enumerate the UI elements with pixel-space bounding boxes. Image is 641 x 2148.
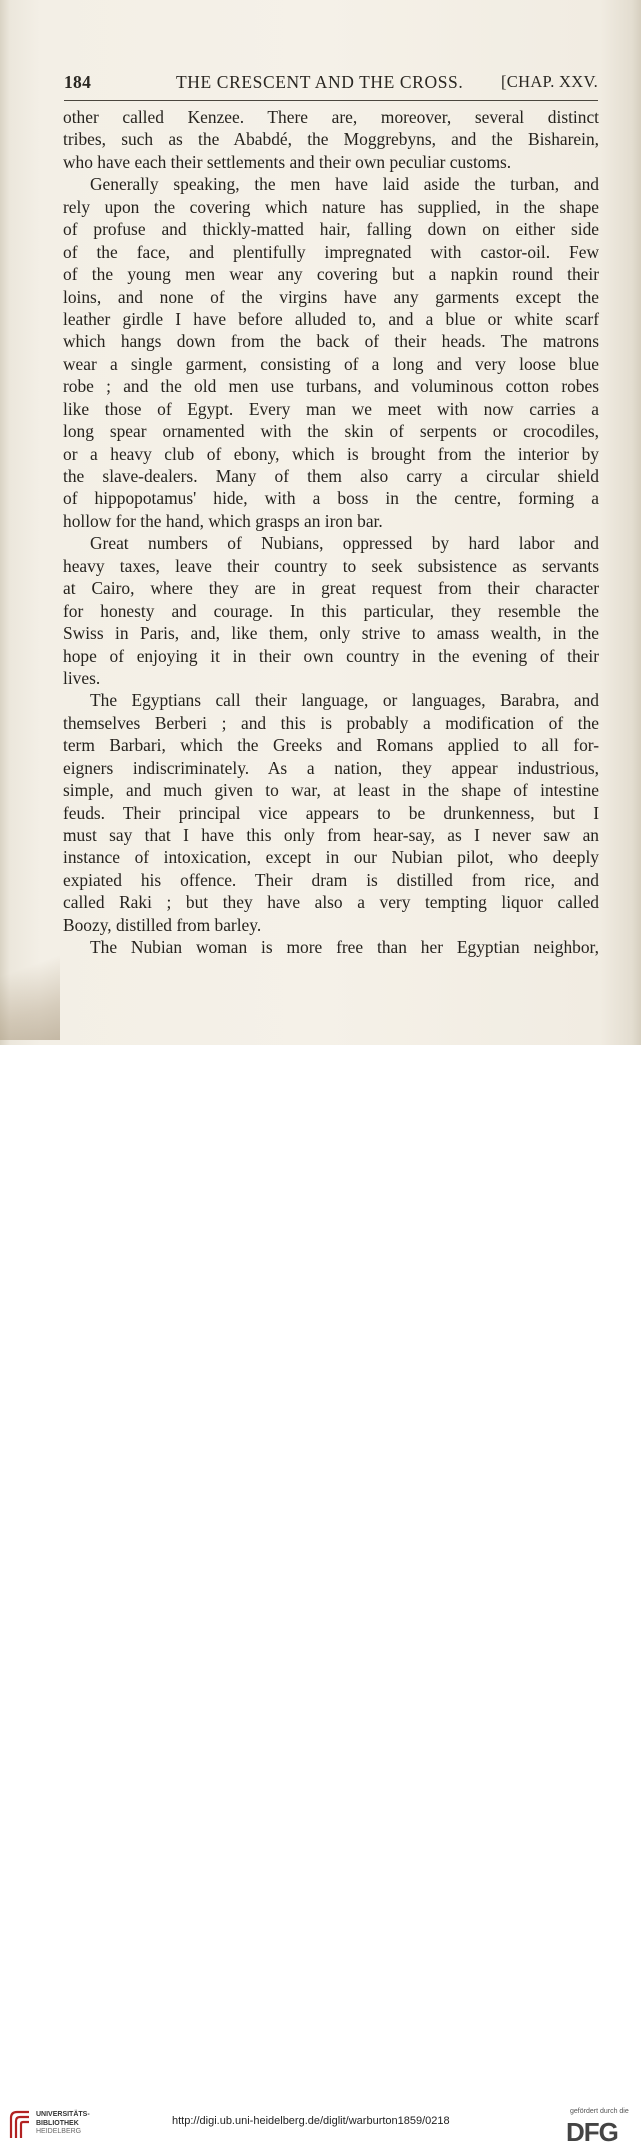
text-line: eigners indiscriminately. As a nation, they appear industrious, (63, 757, 599, 778)
text-line: Generally speaking, the men have laid aside the turban, and (90, 174, 599, 195)
library-name-line: HEIDELBERG (36, 2128, 82, 2135)
text-line: rely upon the covering which nature has supplied, in the shape (63, 196, 599, 217)
text-line: which hangs down from the back of their heads. The matrons (63, 331, 599, 352)
body-text (63, 106, 599, 959)
scanned-page (0, 0, 641, 1045)
text-line: called Raki ; but they have also a very tempting liquor called (63, 892, 599, 913)
text-line: feuds. Their principal vice appears to be drunkenness, but I (63, 802, 599, 823)
library-name (36, 2111, 90, 2137)
text-line: themselves Berberi ; and this is probably a modification of the (63, 712, 599, 733)
page-shadow (0, 940, 60, 1040)
text-line: Swiss in Paris, and, like them, only strive to amass wealth, in the (63, 623, 599, 644)
text-line: at Cairo, where they are in great request from their character (63, 578, 599, 599)
text-line: Great numbers of Nubians, oppressed by hard labor and (90, 533, 599, 554)
text-line: other called Kenzee. There are, moreover, several distinct (63, 107, 599, 127)
library-name-line: UNIVERSITÄTS- (36, 2111, 90, 2118)
text-line: must say that I have this only from hear-say, as I never saw an (63, 825, 599, 845)
text-line: lives. (63, 667, 101, 688)
text-line: loins, and none of the virgins have any garments except the (63, 286, 599, 307)
running-title: THE CRESCENT AND THE CROSS. (176, 72, 464, 92)
text-line: simple, and much given to war, at least in the shape of intestine (63, 780, 599, 801)
dfg-logo: DFG (566, 2117, 618, 2147)
text-line: instance of intoxication, except in our Nubian pilot, who deeply (63, 847, 599, 868)
text-line: tribes, such as the Ababdé, the Moggrebyns, and the Bisharein, (63, 129, 599, 150)
text-line: hollow for the hand, which grasps an iron bar. (63, 510, 383, 531)
page-number: 184 (64, 72, 92, 92)
text-line: The Egyptians call their language, or languages, Barabra, and (90, 690, 599, 711)
text-line: of hippopotamus' hide, with a boss in the centre, forming a (63, 488, 599, 509)
digitization-footer (0, 1045, 641, 2147)
text-line: or a heavy club of ebony, which is brought from the interior by (63, 443, 599, 464)
text-line: like those of Egypt. Every man we meet with now carries a (63, 398, 599, 419)
library-logo-icon (8, 2110, 32, 2140)
text-line: of the face, and plentifully impregnated with castor-oil. Few (63, 241, 599, 262)
text-line: Boozy, distilled from barley. (63, 914, 262, 935)
text-line: term Barbari, which the Greeks and Romans applied to all for- (63, 735, 599, 756)
text-line: hope of enjoying it in their own country in the evening of their (63, 645, 599, 666)
text-line: long spear ornamented with the skin of serpents or crocodiles, (63, 421, 599, 442)
text-line: the slave-dealers. Many of them also carry a circular shield (63, 466, 599, 486)
text-line: of profuse and thickly-matted hair, falling down on either side (63, 219, 599, 240)
permalink[interactable]: http://digi.ub.uni-heidelberg.de/diglit/warburton1859/0218 (172, 2115, 450, 2127)
chapter-label: [CHAP. XXV. (501, 72, 598, 91)
text-line: wear a single garment, consisting of a long and very loose blue (63, 353, 599, 374)
text-line: of the young men wear any covering but a napkin round their (63, 264, 599, 285)
funding-note: gefördert durch die (570, 2108, 629, 2115)
text-line: leather girdle I have before alluded to, and a blue or white scarf (63, 308, 599, 329)
running-head (64, 72, 598, 98)
text-line: robe ; and the old men use turbans, and voluminous cotton robes (63, 376, 599, 397)
text-line: who have each their settlements and their own peculiar customs. (63, 151, 512, 172)
header-rule (64, 100, 598, 101)
text-line: The Nubian woman is more free than her Egyptian neighbor, (90, 937, 599, 958)
text-line: expiated his offence. Their dram is distilled from rice, and (63, 869, 599, 890)
text-line: heavy taxes, leave their country to seek subsistence as servants (63, 555, 599, 576)
text-line: for honesty and courage. In this particular, they resemble the (63, 600, 599, 621)
library-name-line: BIBLIOTHEK (36, 2119, 79, 2127)
